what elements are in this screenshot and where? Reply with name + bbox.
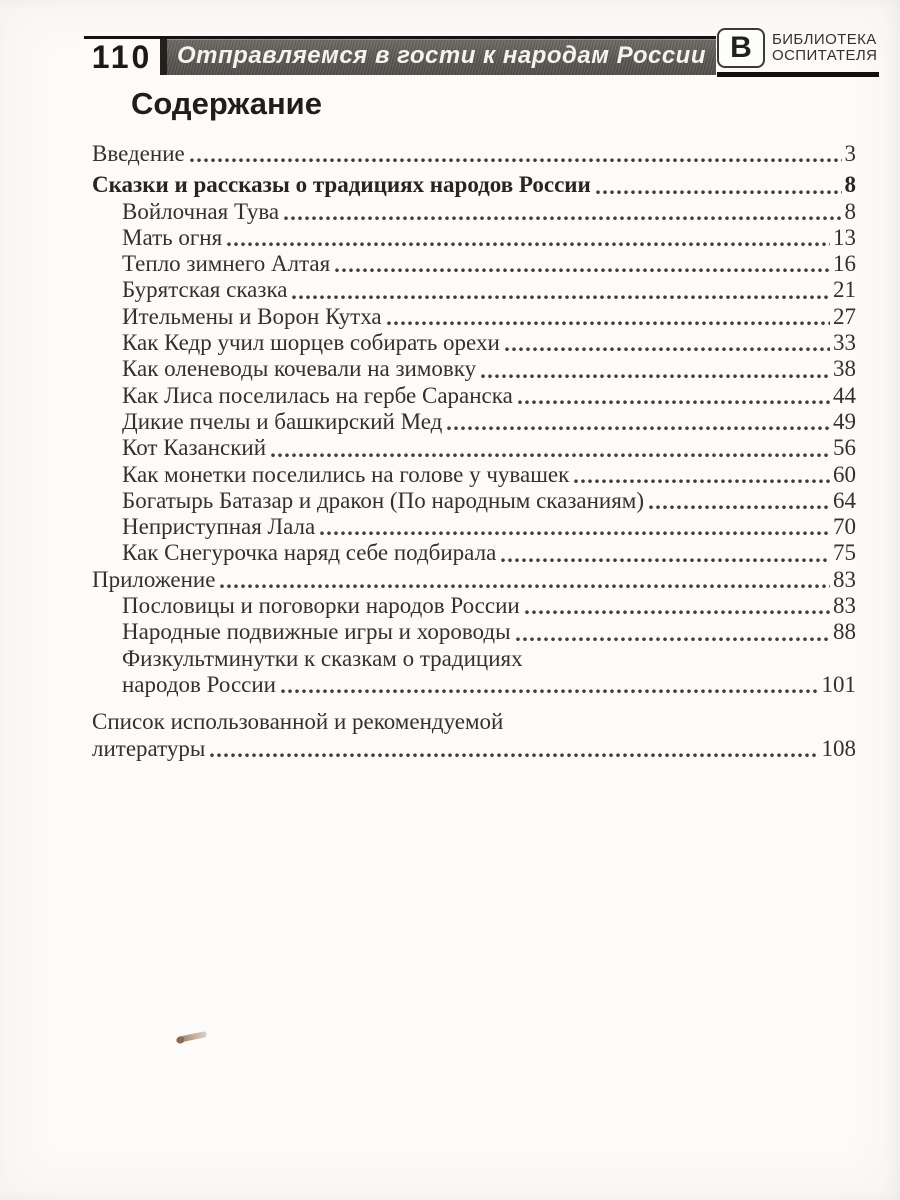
page-header (84, 36, 716, 75)
toc-leader-dots (190, 158, 842, 163)
toc-entry-title: Войлочная Тува (122, 198, 280, 224)
toc-heading: Содержание (131, 86, 322, 121)
toc-entry-page: 101 (821, 671, 856, 697)
toc-entry (92, 488, 856, 514)
publisher-logo (717, 28, 879, 77)
toc-entry (92, 709, 856, 735)
toc-entry (92, 672, 856, 698)
toc-entry (92, 251, 856, 277)
toc-entry-title: литературы (92, 735, 206, 761)
toc-entry (92, 356, 856, 382)
toc-entry-page: 64 (833, 487, 856, 513)
toc-leader-dots (387, 321, 830, 326)
toc-entry (92, 330, 856, 356)
toc-leader-dots (574, 479, 830, 484)
toc-leader-dots (447, 426, 830, 431)
toc-entry-title: Сказки и рассказы о традициях народов России (92, 172, 591, 198)
toc-entry-page: 16 (833, 251, 856, 277)
toc-leader-dots (596, 190, 842, 195)
toc-entry (92, 277, 856, 303)
logo-letter-box (717, 28, 765, 68)
toc-leader-dots (335, 268, 830, 273)
scan-artifact-speck (177, 1031, 208, 1043)
logo-text (772, 32, 877, 64)
toc-entry (92, 383, 856, 409)
logo-letter: В (730, 31, 752, 64)
toc-leader-dots (649, 505, 830, 510)
toc-entry-page: 108 (821, 735, 856, 761)
toc-entry-title: Народные подвижные игры и хороводы (122, 619, 511, 645)
toc-entry-page: 3 (844, 141, 856, 166)
toc-entry-title: Неприступная Лала (122, 514, 316, 540)
toc-leader-dots (271, 453, 830, 458)
toc-leader-dots (227, 242, 830, 247)
toc-entry-title: Богатырь Батазар и дракон (По народным сказаниям) (122, 487, 645, 513)
toc-entry (92, 172, 856, 198)
toc-entry-page: 8 (844, 172, 856, 198)
toc-entry-page: 88 (833, 619, 856, 645)
toc-entry-page: 83 (833, 566, 856, 592)
page-number: 110 (84, 39, 160, 75)
toc-entry-page: 8 (844, 198, 856, 224)
toc-leader-dots (220, 584, 830, 589)
toc-entry (92, 514, 856, 540)
table-of-contents (92, 141, 856, 762)
toc-entry-title: Ительмены и Ворон Кутха (122, 303, 382, 329)
toc-leader-dots (501, 558, 830, 563)
toc-entry-title: Кот Казанский (122, 435, 267, 461)
toc-entry (92, 141, 856, 167)
toc-entry (92, 435, 856, 461)
toc-entry-title: Как оленеводы кочевали на зимовку (122, 356, 477, 382)
toc-leader-dots (516, 637, 830, 642)
toc-entry (92, 225, 856, 251)
toc-entry-page: 49 (833, 408, 856, 434)
toc-entry (92, 304, 856, 330)
running-title-bar (160, 39, 716, 75)
toc-entry-page: 70 (833, 514, 856, 540)
toc-entry-title: Тепло зимнего Алтая (122, 251, 331, 277)
toc-entry-title: народов России (122, 671, 276, 697)
toc-entry-page: 56 (833, 435, 856, 461)
toc-entry-title: Как монетки поселились на голове у чувашек (122, 461, 570, 487)
toc-leader-dots (481, 374, 830, 379)
toc-entry-title: Как Снегурочка наряд себе подбирала (122, 540, 497, 566)
toc-entry-title: Пословицы и поговорки народов России (122, 593, 520, 619)
logo-text-line1: БИБЛИОТЕКА (772, 31, 877, 48)
toc-entry (92, 619, 856, 645)
toc-entry-page: 44 (833, 382, 856, 408)
toc-leader-dots (320, 531, 830, 536)
toc-leader-dots (284, 216, 841, 221)
toc-entry-title: Как Кедр учил шорцев собирать орехи (122, 330, 500, 356)
toc-entry-title: Как Лиса поселилась на гербе Саранска (122, 382, 513, 408)
toc-entry-title: Физкультминутки к сказкам о традициях (122, 645, 523, 671)
toc-entry-title: Приложение (92, 566, 216, 592)
logo-text-line2: ОСПИТАТЕЛЯ (772, 47, 878, 64)
toc-entry-page: 38 (833, 356, 856, 382)
toc-entry-title: Бурятская сказка (122, 277, 288, 303)
toc-entry-page: 60 (833, 461, 856, 487)
toc-entry-page: 27 (833, 303, 856, 329)
toc-entry (92, 567, 856, 593)
toc-entry-page: 33 (833, 330, 856, 356)
toc-leader-dots (518, 400, 830, 405)
toc-entry (92, 736, 856, 762)
toc-entry-page: 21 (833, 277, 856, 303)
toc-leader-dots (292, 295, 830, 300)
scan-artifact-speck-head (176, 1036, 185, 1045)
toc-entry (92, 646, 856, 672)
toc-entry (92, 409, 856, 435)
toc-entry (92, 593, 856, 619)
toc-entry-page: 83 (833, 593, 856, 619)
toc-entry-title: Дикие пчелы и башкирский Мед (122, 408, 443, 434)
toc-entry-page: 75 (833, 540, 856, 566)
toc-leader-dots (525, 610, 830, 615)
toc-entry (92, 199, 856, 225)
toc-entry-title: Список использованной и рекомендуемой (92, 709, 504, 735)
running-title: Отправляемся в гости к народам России (176, 42, 706, 69)
toc-entry-title: Мать огня (122, 224, 223, 250)
toc-leader-dots (505, 347, 830, 352)
toc-entry (92, 462, 856, 488)
toc-entry-page: 13 (833, 224, 856, 250)
toc-entry-title: Введение (92, 141, 185, 166)
toc-leader-dots (281, 689, 819, 694)
toc-entry (92, 540, 856, 566)
toc-leader-dots (210, 753, 818, 758)
